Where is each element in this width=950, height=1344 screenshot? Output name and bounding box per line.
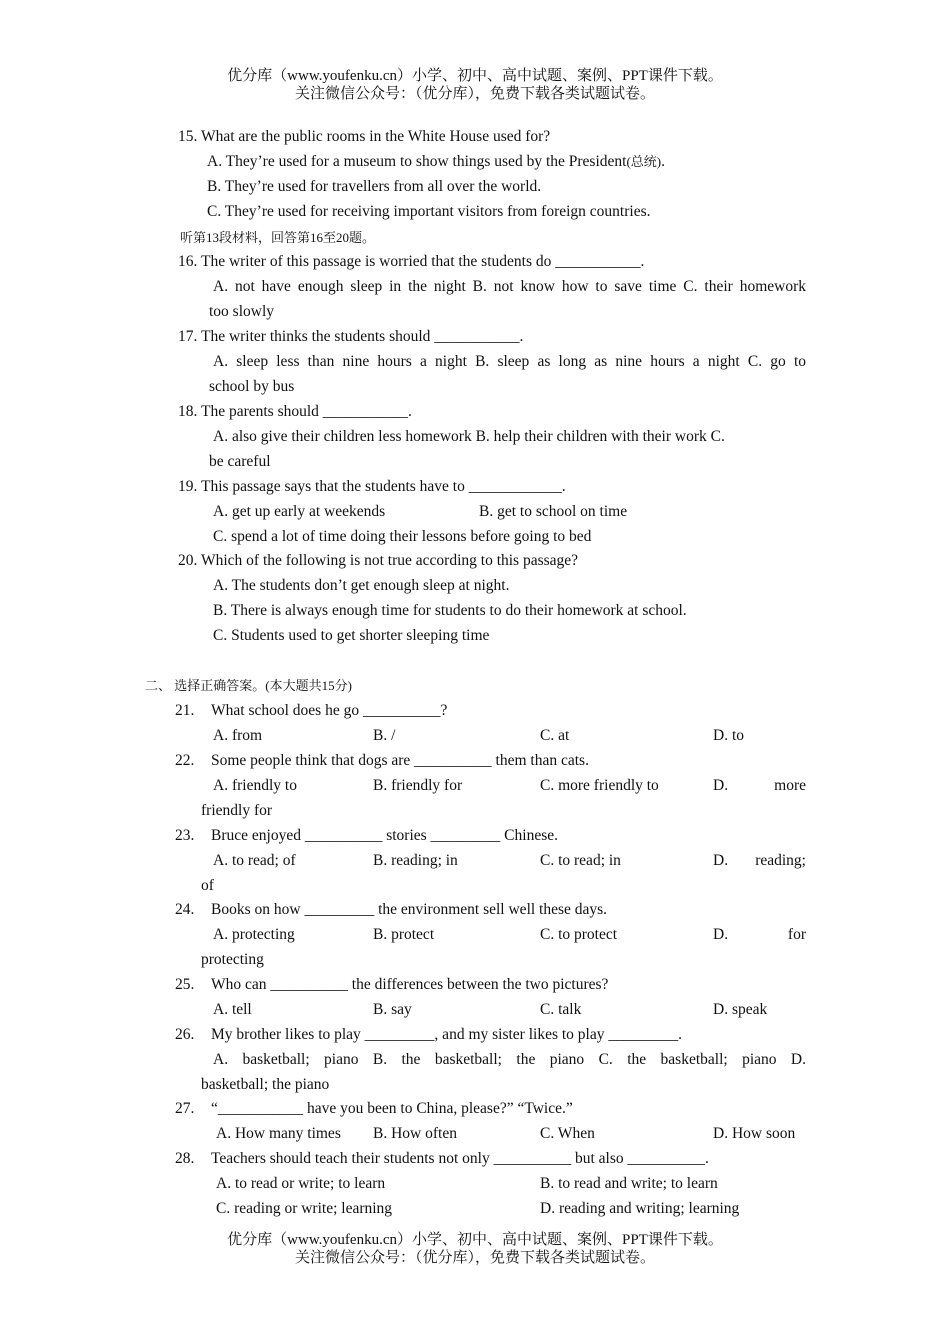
question-20-option-b: B. There is always enough time for students to do their homework at school. (213, 602, 687, 619)
question-15-option-a (207, 152, 665, 172)
question-19-option-b: B. get to school on time (479, 503, 628, 520)
q15-a-note: (总统) (626, 154, 662, 169)
question-24-option-b: B. protect (373, 926, 435, 943)
question-21-stem: What school does he go __________? (211, 702, 448, 719)
question-27-option-d: D. How soon (713, 1125, 796, 1142)
question-22-option-a: A. friendly to (213, 777, 297, 794)
q15-a-end: . (661, 153, 665, 170)
question-18-options-cont: be careful (209, 453, 271, 470)
question-20-stem: 20. Which of the following is not true according to this passage? (178, 552, 579, 569)
question-22-stem: Some people think that dogs are __________ them than cats. (211, 752, 589, 769)
question-23-stem: Bruce enjoyed __________ stories _________ Chinese. (211, 827, 558, 844)
question-28-stem: Teachers should teach their students not only __________ but also __________. (211, 1150, 709, 1167)
question-16-options-cont: too slowly (209, 303, 275, 320)
section-2-title: 二、 选择正确答案。(本大题共15分) (145, 678, 352, 693)
question-25-option-c: C. talk (540, 1001, 582, 1018)
question-24-option-c: C. to protect (540, 926, 618, 943)
question-22-number: 22. (175, 752, 195, 769)
question-21-option-a: A. from (213, 727, 263, 744)
question-23-option-c: C. to read; in (540, 852, 621, 869)
question-27-option-c: C. When (540, 1125, 595, 1142)
header-line-1: 优分库（www.youfenku.cn）小学、初中、高中试题、案例、PPT课件下载。 (227, 68, 723, 84)
question-23-option-d-cont: of (201, 877, 214, 894)
question-16-options: A. not have enough sleep in the night B. not know how to save time C. their homework (213, 278, 806, 295)
question-28-option-d: D. reading and writing; learning (540, 1200, 740, 1217)
question-22-option-b: B. friendly for (373, 777, 463, 794)
question-19-stem: 19. This passage says that the students have to ____________. (178, 478, 566, 495)
footer-line-1: 优分库（www.youfenku.cn）小学、初中、高中试题、案例、PPT课件下载。 (227, 1232, 723, 1248)
question-18-stem: 18. The parents should ___________. (178, 403, 412, 420)
question-25-stem: Who can __________ the differences between the two pictures? (211, 976, 609, 993)
question-17-stem: 17. The writer thinks the students should ___________. (178, 328, 524, 345)
question-27-option-a: A. How many times (216, 1125, 341, 1142)
question-23-option-a: A. to read; of (213, 852, 296, 869)
page-footer (0, 1231, 950, 1267)
question-28-option-a: A. to read or write; to learn (216, 1175, 386, 1192)
question-15-stem: 15. What are the public rooms in the White House used for? (178, 128, 551, 145)
question-17-options: A. sleep less than nine hours a night B. sleep as long as nine hours a night C. go to (213, 353, 806, 370)
question-22-option-d: D. more (713, 777, 806, 794)
footer-line-2: 关注微信公众号：（优分库），免费下载各类试题试卷。 (294, 1250, 655, 1266)
question-26-options: A. basketball; piano B. the basketball; the piano C. the basketball; piano D. (213, 1051, 806, 1068)
question-21-option-d: D. to (713, 727, 744, 744)
question-24-number: 24. (175, 901, 195, 918)
header-line-2: 关注微信公众号：（优分库），免费下载各类试题试卷。 (294, 86, 655, 102)
question-26-number: 26. (175, 1026, 195, 1043)
question-18-options: A. also give their children less homework B. help their children with their work C. (213, 428, 725, 445)
question-23-number: 23. (175, 827, 195, 844)
page-header (0, 67, 950, 103)
question-24-option-a: A. protecting (213, 926, 295, 943)
question-26-stem: My brother likes to play _________, and my sister likes to play _________. (211, 1026, 682, 1043)
question-23-option-b: B. reading; in (373, 852, 458, 869)
question-15-option-b: B. They’re used for travellers from all over the world. (207, 178, 542, 195)
question-19-option-c: C. spend a lot of time doing their lessons before going to bed (213, 528, 592, 545)
question-20-option-c: C. Students used to get shorter sleeping time (213, 627, 490, 644)
question-21-option-b: B. / (373, 727, 396, 744)
question-24-option-d-cont: protecting (201, 951, 264, 968)
question-24-option-d: D. for (713, 926, 806, 943)
question-21-option-c: C. at (540, 727, 570, 744)
question-25-option-a: A. tell (213, 1001, 252, 1018)
listening-instruction: 听第13段材料，回答第16至20题。 (180, 230, 376, 245)
q15-a-text: A. They’re used for a museum to show things used by the President (207, 153, 627, 170)
question-27-number: 27. (175, 1100, 195, 1117)
question-16-stem: 16. The writer of this passage is worried that the students do ___________. (178, 253, 645, 270)
question-25-option-b: B. say (373, 1001, 412, 1018)
question-25-option-d: D. speak (713, 1001, 768, 1018)
question-27-option-b: B. How often (373, 1125, 457, 1142)
question-24-stem: Books on how _________ the environment sell well these days. (211, 901, 608, 918)
question-25-number: 25. (175, 976, 195, 993)
question-19-option-a: A. get up early at weekends (213, 503, 386, 520)
question-28-number: 28. (175, 1150, 195, 1167)
question-28-option-c: C. reading or write; learning (216, 1200, 393, 1217)
question-27-stem: “___________ have you been to China, please?” “Twice.” (211, 1100, 573, 1117)
question-20-option-a: A. The students don’t get enough sleep at night. (213, 577, 510, 594)
question-22-option-c: C. more friendly to (540, 777, 659, 794)
question-26-options-cont: basketball; the piano (201, 1076, 330, 1093)
question-23-option-d: D. reading; (713, 852, 806, 869)
question-21-number: 21. (175, 702, 195, 719)
question-22-option-d-cont: friendly for (201, 802, 273, 819)
question-28-option-b: B. to read and write; to learn (540, 1175, 718, 1192)
question-17-options-cont: school by bus (209, 378, 295, 395)
question-15-option-c: C. They’re used for receiving important visitors from foreign countries. (207, 203, 651, 220)
